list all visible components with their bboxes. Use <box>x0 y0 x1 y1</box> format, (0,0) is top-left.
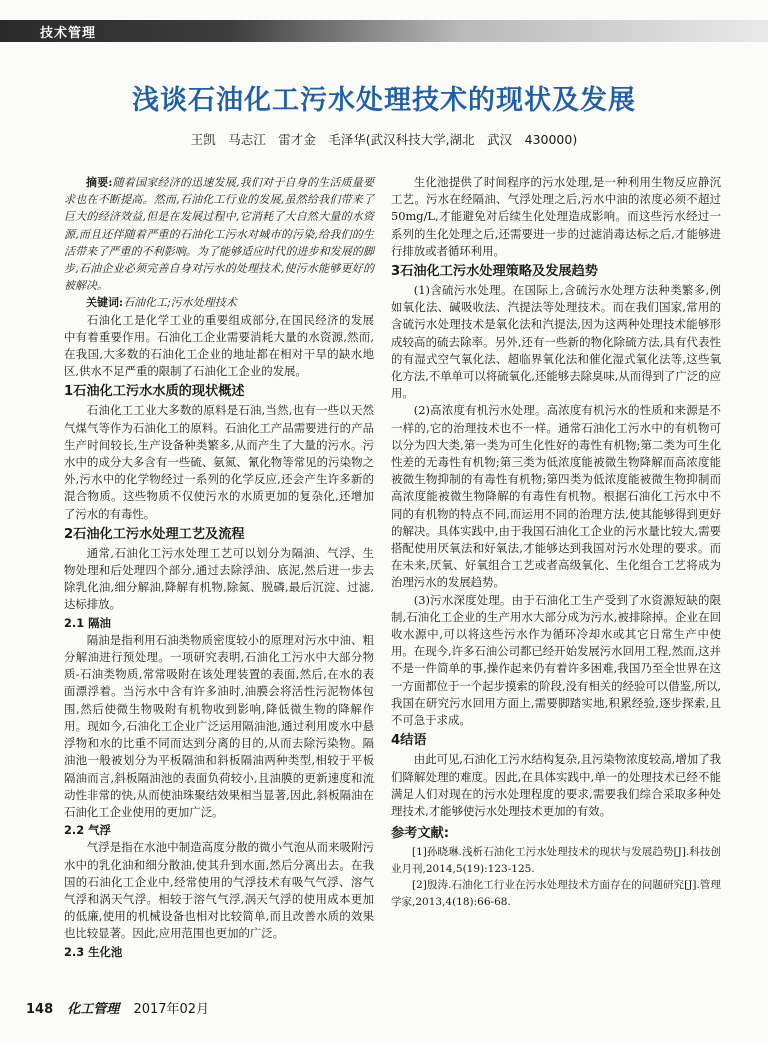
left-column <box>64 174 374 961</box>
article-authors: 王凯 马志江 雷才金 毛泽华(武汉科技大学,湖北 武汉 430000) <box>190 132 578 147</box>
section-2-2-paragraph: 气浮是指在水池中制造高度分散的微小气泡从而来吸附污水中的乳化油和细分散油,使其升到水面,然后分离出去。在我国的石油化工企业中,经常使用的气浮技术有吸气气浮、溶气气浮和涡天气浮。相较于溶气气浮,涡天气浮的使用成本更加的低廉,使用的机械设备也相对比较简单,而且改善水质的效果也比较显著。因此,应用范围也更加的广泛。 <box>64 840 374 941</box>
reference-2: [2]殷涛.石油化工行业在污水处理技术方面存在的问题研究[J].管理学家,2013,4(18):66-68. <box>391 879 721 908</box>
section-4-paragraph: 由此可见,石油化工污水结构复杂,且污染物浓度较高,增加了我们降解处理的难度。因此,在具体实践中,单一的处理技术已经不能满足人们对现在的污水处理程度的要求,需要我们综合采取多种处理技术,才能够使污水处理技术更加的有效。 <box>391 752 721 818</box>
section-2-heading: 2石油化工污水处理工艺及流程 <box>64 526 245 542</box>
section-3-paragraph-1: (1)含硫污水处理。在国际上,含硫污水处理方法种类繁多,例如氧化法、碱吸收法、汽提法等处理技术。而在我们国家,常用的含硫污水处理技术是氧化法和汽提法,因为这两种处理技术能够形成较高的硫去除率。另外,还有一些新的物化除硫方法,具有代表性的有湿式空气氧化法、超临界氧化法和催化湿式氧化法等,这些氧化方法,不单单可以将硫氧化,还能够去除臭味,从而得到了广泛的应用。 <box>391 283 721 401</box>
issue-date: 2017年02月 <box>133 1002 210 1017</box>
keywords-text: 石油化工;污水处理技术 <box>123 296 237 310</box>
keywords <box>64 294 374 311</box>
section-label: 技术管理 <box>40 26 97 41</box>
section-1-paragraph: 石油化工工业大多数的原料是石油,当然,也有一些以天然气煤气等作为石油化工的原料。石油化工产品需要进行的产品生产时间较长,生产设备种类繁多,从而产生了大量的污水。污水中的成分大多含有一些硫、氨氮、氰化物等常见的污染物之外,污水中的化学物经过一系列的化学反应,还会产生许多新的混合物质。这些物质不仅使污水的水质更加的复杂化,还增加了污水的有毒性。 <box>64 403 374 521</box>
section-3-heading: 3石油化工污水处理策略及发展趋势 <box>391 264 598 280</box>
section-2-3-heading: 2.3 生化池 <box>64 944 123 959</box>
section-2-2-heading: 2.2 气浮 <box>64 823 111 838</box>
abstract-label: 摘要: <box>86 176 113 189</box>
section-3-paragraph-2: (2)高浓度有机污水处理。高浓度有机污水的性质和来源是不一样的,它的治理技术也不一样。通常石油化工污水中的有机物可以分为四大类,第一类为可生化性好的毒性有机物;第二类为可生化性差的无毒性有机物;第三类为低浓度能被微生物降解而高浓度能被微生物抑制的有毒性有机物;第四类为低浓度能被微生物抑制而高浓度能被微生物降解的有毒性有机物。根据石油化工污水中不同的有机物的特点不同,而运用不同的治理方法,使其能够得到更好的解决。具体实践中,由于我国石油化工企业的污水量比较大,需要搭配使用厌氧法和好氧法,才能够达到我国对污水处理的要求。而在未来,厌氧、好氧组合工艺或者高级氧化、生化组合工艺将成为治理污水的发展趋势。 <box>391 403 721 590</box>
section-1-heading: 1石油化工污水水质的现状概述 <box>64 384 245 400</box>
section-3-paragraph-3: (3)污水深度处理。由于石油化工生产受到了水资源短缺的限制,石油化工企业的生产用水大部分成为污水,被排除掉。企业在回收水源中,可以将这些污水作为循环冷却水或其它日常生产中使用。在现今,许多石油公司都已经开始发展污水回用工程,然而,这并不是一件简单的事,操作起来仍有着许多困难,我国乃至全世界在这一方面都位于一个起步摸索的阶段,没有相关的经验可以借鉴,所以,我国在研究污水回用方面上,需要脚踏实地,积累经验,逐步探索,且不可急于求成。 <box>391 592 721 728</box>
intro-paragraph: 石油化工是化学工业的重要组成部分,在国民经济的发展中有着重要作用。石油化工企业需要消耗大量的水资源,然而,在我国,大多数的石油化工企业的地址都在相对干旱的缺水地区,供水不足严重的限制了石油化工企业的发展。 <box>64 312 374 379</box>
article-title: 浅谈石油化工污水处理技术的现状及发展 <box>132 85 636 116</box>
abstract <box>64 174 374 294</box>
page-footer <box>26 998 209 1017</box>
section-4-heading: 4结语 <box>391 733 427 749</box>
keywords-label: 关键词: <box>86 296 124 310</box>
reference-1: [1]孙晓琳.浅析石油化工污水处理技术的现状与发展趋势[J].科技创业月刊,2014,5(19):123-125. <box>391 846 721 875</box>
abstract-text: 随着国家经济的迅速发展,我们对于自身的生活质量要求也在不断提高。然而,石油化工行业的发展,虽然给我们带来了巨大的经济效益,但是在发展过程中,它消耗了大自然大量的水资源,而且还伴随着严重的石油化工污水对城市的污染,给我们的生活带来了严重的不利影响。为了能够适应时代的进步和发展的脚步,石油企业必须完善自身对污水的处理技术,使污水能够更好的被解决。 <box>64 176 374 293</box>
journal-name: 化工管理 <box>67 1002 120 1017</box>
section-2-1-heading: 2.1 隔油 <box>64 615 111 630</box>
page-number: 148 <box>26 1002 54 1017</box>
section-header-bar <box>0 20 768 42</box>
section-2-paragraph: 通常,石油化工污水处理工艺可以划分为隔油、气浮、生物处理和后处理四个部分,通过去除浮油、底泥,然后进一步去除乳化油,细分解油,降解有机物,除氮、脱磷,最后沉淀、过滤,达标排放。 <box>64 545 374 612</box>
section-2-3-paragraph: 生化池提供了时间程序的污水处理,是一种利用生物反应静沉工艺。污水在经隔油、气浮处理之后,污水中油的浓度必须不超过50mg/L,才能避免对后续生化处理造成影响。而这些污水经过一系列的生化处理之后,还需要进一步的过滤消毒达标之后,才能够进行排放或者循环利用。 <box>391 175 721 258</box>
section-2-1-paragraph: 隔油是指利用石油类物质密度较小的原理对污水中油、粗分解油进行预处理。一项研究表明,石油化工污水中大部分物质-石油类物质,常常吸附在该处理装置的表面,然后,在水的表面漂浮着。当污水中含有许多油时,油膜会将活性污泥物体包围,然后使微生物吸附有机物收到影响,降低微生物的降解作用。现如今,石油化工企业广泛运用隔油池,通过利用废水中悬浮物和水的比重不同而达到分离的目的,从而去除污染物。隔油池一般被划分为平板隔油和斜板隔油两种类型,相较于平板隔油而言,斜板隔油池的表面负荷较小,且油膜的更新速度和流动性非常的快,从而使油珠聚结效果相当显著,因此,斜板隔油在石油化工企业使用的更加广泛。 <box>64 632 374 819</box>
right-column <box>391 174 721 910</box>
references-heading: 参考文献: <box>391 826 450 842</box>
